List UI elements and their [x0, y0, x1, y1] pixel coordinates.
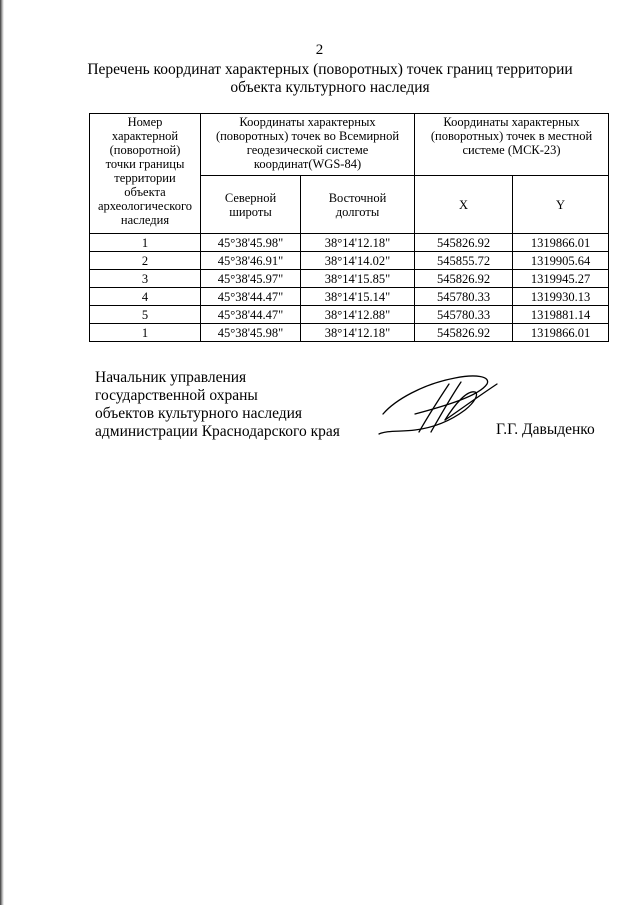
- cell-x: 545780.33: [415, 306, 513, 324]
- cell-point-number: 1: [90, 234, 201, 252]
- signer-position: [95, 369, 340, 441]
- signature-stroke: [379, 392, 477, 434]
- cell-y: 1319930.13: [513, 288, 609, 306]
- cell-longitude: 38°14'12.88": [301, 306, 415, 324]
- cell-point-number: 1: [90, 324, 201, 342]
- cell-point-number: 3: [90, 270, 201, 288]
- cell-x: 545826.92: [415, 270, 513, 288]
- signer-position-line: государственной охраны: [95, 387, 258, 404]
- header-x: X: [415, 176, 513, 234]
- handwritten-signature: [375, 370, 500, 442]
- header-wgs84-coordinates: Координаты характерных (поворотных) точек во Всемирной геодезической системе координат(WGS-84): [201, 114, 415, 176]
- signer-position-line: Начальник управления: [95, 369, 247, 386]
- cell-longitude: 38°14'15.85": [301, 270, 415, 288]
- table-row: [90, 306, 609, 324]
- cell-latitude: 45°38'45.98": [201, 324, 301, 342]
- cell-point-number: 5: [90, 306, 201, 324]
- cell-point-number: 4: [90, 288, 201, 306]
- signature-stroke: [445, 384, 497, 420]
- signature-strokes: [379, 376, 497, 434]
- cell-x: 545780.33: [415, 288, 513, 306]
- cell-x: 545826.92: [415, 324, 513, 342]
- cell-latitude: 45°38'44.47": [201, 306, 301, 324]
- cell-y: 1319905.64: [513, 252, 609, 270]
- cell-longitude: 38°14'14.02": [301, 252, 415, 270]
- table-row: [90, 252, 609, 270]
- signer-name: Г.Г. Давыденко: [496, 421, 595, 438]
- cell-point-number: 2: [90, 252, 201, 270]
- cell-longitude: 38°14'15.14": [301, 288, 415, 306]
- cell-latitude: 45°38'45.97": [201, 270, 301, 288]
- cell-y: 1319866.01: [513, 234, 609, 252]
- cell-latitude: 45°38'45.98": [201, 234, 301, 252]
- table-row: [90, 234, 609, 252]
- cell-x: 545826.92: [415, 234, 513, 252]
- cell-y: 1319945.27: [513, 270, 609, 288]
- cell-x: 545855.72: [415, 252, 513, 270]
- cell-longitude: 38°14'12.18": [301, 324, 415, 342]
- header-y: Y: [513, 176, 609, 234]
- table-row: [90, 270, 609, 288]
- header-point-number: Номер характерной (поворотной) точки границы территории объекта археологического наследия: [90, 114, 201, 234]
- document-title: [60, 61, 600, 97]
- title-line-1: Перечень координат характерных (поворотных) точек границ территории: [87, 61, 573, 78]
- page-number: 2: [315, 42, 324, 58]
- cell-latitude: 45°38'46.91": [201, 252, 301, 270]
- page-edge-shadow: [0, 0, 4, 905]
- header-north-latitude: Северной широты: [201, 176, 301, 234]
- table-row: [90, 324, 609, 342]
- table-row: [90, 288, 609, 306]
- cell-latitude: 45°38'44.47": [201, 288, 301, 306]
- header-east-longitude: Восточной долготы: [301, 176, 415, 234]
- signer-position-line: объектов культурного наследия: [95, 405, 303, 422]
- cell-y: 1319866.01: [513, 324, 609, 342]
- cell-y: 1319881.14: [513, 306, 609, 324]
- signer-position-line: администрации Краснодарского края: [95, 423, 340, 440]
- header-local-coordinates: Координаты характерных (поворотных) точек в местной системе (МСК-23): [415, 114, 609, 176]
- title-line-2: объекта культурного наследия: [230, 79, 430, 96]
- signature-stroke: [383, 376, 488, 414]
- cell-longitude: 38°14'12.18": [301, 234, 415, 252]
- coordinates-table: [89, 113, 609, 342]
